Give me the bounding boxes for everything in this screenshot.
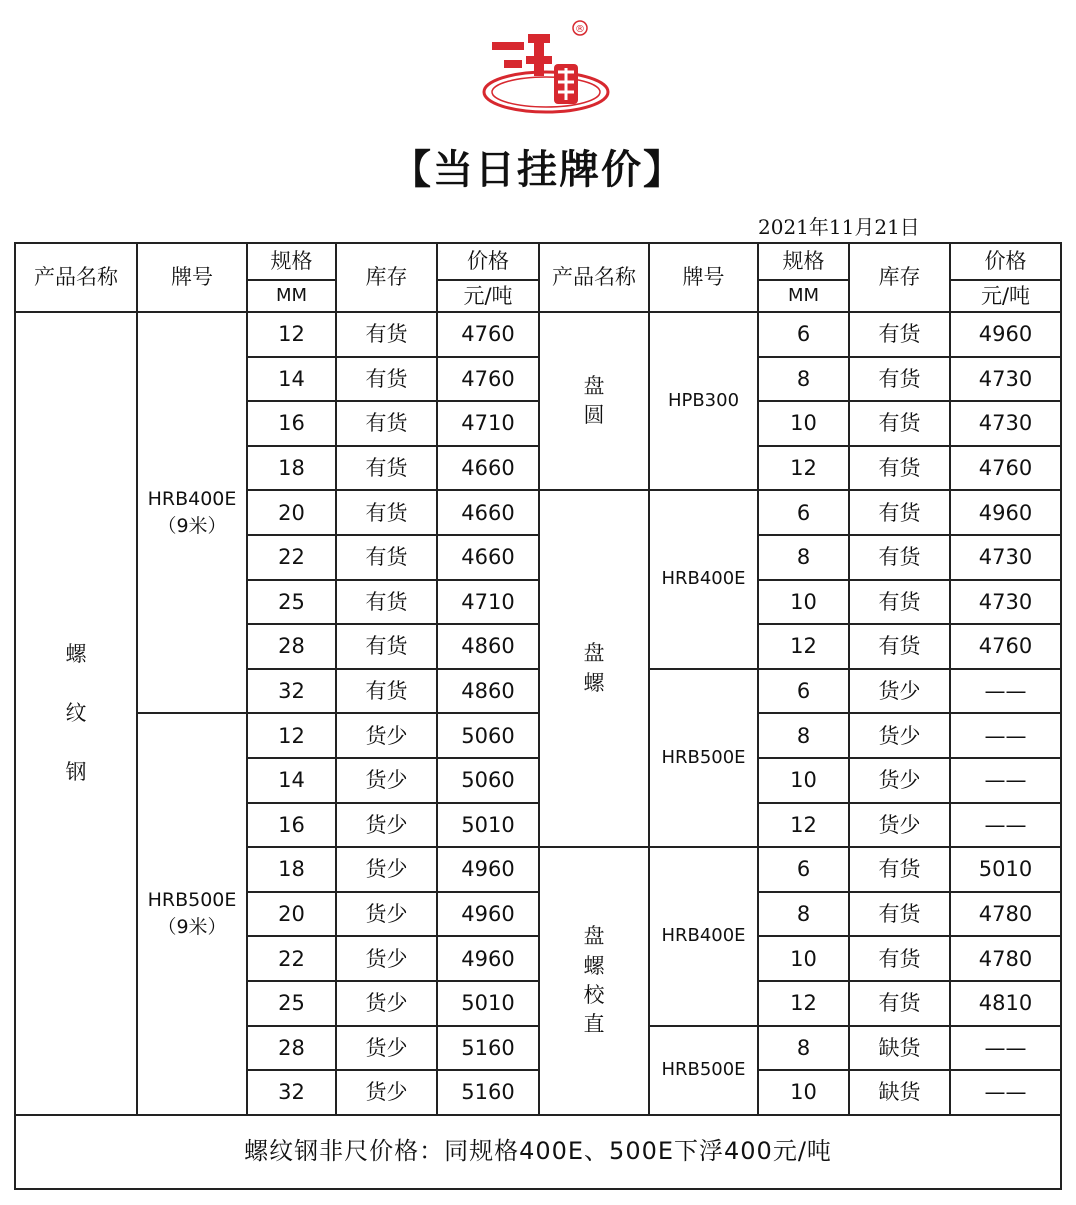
right-product-label: 盘螺 <box>583 641 605 695</box>
right-grade-cell: HRB400E <box>649 490 758 668</box>
right-stock: 有货 <box>849 892 950 937</box>
right-price: —— <box>950 713 1061 758</box>
right-stock: 有货 <box>849 580 950 625</box>
header-product-right: 产品名称 <box>539 243 649 312</box>
right-stock: 货少 <box>849 713 950 758</box>
right-price: 4780 <box>950 936 1061 981</box>
header-grade-right: 牌号 <box>649 243 758 312</box>
left-price: 4660 <box>437 490 539 535</box>
left-stock: 货少 <box>336 1070 437 1115</box>
left-spec: 22 <box>247 535 336 580</box>
table-row <box>15 312 1061 357</box>
right-stock: 货少 <box>849 803 950 848</box>
left-spec: 25 <box>247 981 336 1026</box>
left-stock: 有货 <box>336 401 437 446</box>
left-price: 5010 <box>437 803 539 848</box>
right-price: 4960 <box>950 490 1061 535</box>
header-price-unit-right: 元/吨 <box>950 280 1061 312</box>
brand-logo <box>478 12 618 118</box>
left-spec: 14 <box>247 758 336 803</box>
price-date: 2021年11月21日 <box>758 215 920 239</box>
right-price: 4730 <box>950 535 1061 580</box>
header-spec: 规格 <box>247 243 336 280</box>
left-price: 5060 <box>437 713 539 758</box>
right-price: 4760 <box>950 624 1061 669</box>
right-spec: 12 <box>758 624 849 669</box>
right-spec: 10 <box>758 401 849 446</box>
left-stock: 有货 <box>336 624 437 669</box>
right-grade-cell: HRB400E <box>649 847 758 1025</box>
left-price: 4960 <box>437 847 539 892</box>
right-price: —— <box>950 758 1061 803</box>
right-spec: 8 <box>758 357 849 402</box>
header-stock: 库存 <box>336 243 437 312</box>
left-grade-label: HRB400E （9米） <box>147 488 237 537</box>
header-grade: 牌号 <box>137 243 247 312</box>
left-spec: 22 <box>247 936 336 981</box>
right-product-label: 盘圆 <box>583 373 605 428</box>
right-spec: 8 <box>758 1026 849 1071</box>
footer-note: 螺纹钢非尺价格：同规格400E、500E下浮400元/吨 <box>15 1115 1061 1189</box>
left-price: 5060 <box>437 758 539 803</box>
right-stock: 缺货 <box>849 1070 950 1115</box>
left-price: 4710 <box>437 401 539 446</box>
right-price: 4730 <box>950 357 1061 402</box>
left-stock: 有货 <box>336 535 437 580</box>
header-price-unit: 元/吨 <box>437 280 539 312</box>
right-product-cell <box>539 847 649 1115</box>
right-stock: 有货 <box>849 446 950 491</box>
left-price: 4710 <box>437 580 539 625</box>
left-stock: 有货 <box>336 357 437 402</box>
left-stock: 货少 <box>336 892 437 937</box>
right-price: 4810 <box>950 981 1061 1026</box>
left-stock: 有货 <box>336 312 437 357</box>
right-spec: 12 <box>758 803 849 848</box>
left-stock: 有货 <box>336 669 437 714</box>
right-stock: 有货 <box>849 936 950 981</box>
right-stock: 有货 <box>849 624 950 669</box>
table-row <box>15 713 1061 758</box>
right-price: —— <box>950 1026 1061 1071</box>
right-stock: 货少 <box>849 758 950 803</box>
right-spec: 10 <box>758 936 849 981</box>
right-stock: 有货 <box>849 490 950 535</box>
left-price: 4660 <box>437 446 539 491</box>
right-stock: 有货 <box>849 401 950 446</box>
right-stock: 有货 <box>849 847 950 892</box>
left-spec: 16 <box>247 803 336 848</box>
right-grade-cell: HRB500E <box>649 669 758 847</box>
right-price: 5010 <box>950 847 1061 892</box>
right-stock: 有货 <box>849 312 950 357</box>
right-product-cell <box>539 490 649 847</box>
page-title: 【当日挂牌价】 <box>391 147 685 193</box>
right-spec: 6 <box>758 847 849 892</box>
left-stock: 有货 <box>336 490 437 535</box>
right-spec: 12 <box>758 446 849 491</box>
right-grade-cell: HPB300 <box>649 312 758 490</box>
right-spec: 8 <box>758 892 849 937</box>
left-spec: 32 <box>247 1070 336 1115</box>
right-spec: 10 <box>758 758 849 803</box>
left-price: 4960 <box>437 892 539 937</box>
left-spec: 32 <box>247 669 336 714</box>
left-grade-cell <box>137 713 247 1114</box>
right-spec: 8 <box>758 713 849 758</box>
left-price: 4760 <box>437 312 539 357</box>
left-price: 4660 <box>437 535 539 580</box>
left-stock: 货少 <box>336 1026 437 1071</box>
right-spec: 10 <box>758 580 849 625</box>
right-stock: 有货 <box>849 535 950 580</box>
header-price: 价格 <box>437 243 539 280</box>
right-product-cell <box>539 312 649 490</box>
left-price: 4860 <box>437 624 539 669</box>
left-spec: 28 <box>247 1026 336 1071</box>
brand-logo-graphic <box>478 12 618 118</box>
left-grade-label: HRB500E （9米） <box>147 889 237 939</box>
left-product-label: 螺纹钢 <box>65 642 87 784</box>
right-spec: 8 <box>758 535 849 580</box>
left-stock: 货少 <box>336 803 437 848</box>
header-spec-right: 规格 <box>758 243 849 280</box>
left-spec: 25 <box>247 580 336 625</box>
right-stock: 缺货 <box>849 1026 950 1071</box>
right-spec: 6 <box>758 312 849 357</box>
left-price: 4960 <box>437 936 539 981</box>
left-spec: 12 <box>247 713 336 758</box>
left-spec: 20 <box>247 892 336 937</box>
left-spec: 18 <box>247 847 336 892</box>
header-row <box>15 243 1061 280</box>
left-grade-cell <box>137 312 247 713</box>
right-price: —— <box>950 669 1061 714</box>
left-stock: 货少 <box>336 713 437 758</box>
right-grade-cell: HRB500E <box>649 1026 758 1115</box>
right-product-label: 盘螺校直 <box>583 924 605 1037</box>
right-price: 4760 <box>950 446 1061 491</box>
right-price: 4730 <box>950 401 1061 446</box>
left-stock: 有货 <box>336 446 437 491</box>
left-spec: 18 <box>247 446 336 491</box>
left-spec: 14 <box>247 357 336 402</box>
left-stock: 货少 <box>336 847 437 892</box>
header-product: 产品名称 <box>15 243 137 312</box>
header-spec-unit: MM <box>247 280 336 312</box>
right-stock: 货少 <box>849 669 950 714</box>
left-spec: 20 <box>247 490 336 535</box>
right-price: 4730 <box>950 580 1061 625</box>
right-stock: 有货 <box>849 981 950 1026</box>
right-price: 4960 <box>950 312 1061 357</box>
left-product-cell <box>15 312 137 1115</box>
left-price: 4860 <box>437 669 539 714</box>
right-spec: 12 <box>758 981 849 1026</box>
left-price: 4760 <box>437 357 539 402</box>
right-price: 4780 <box>950 892 1061 937</box>
right-price: —— <box>950 803 1061 848</box>
right-spec: 6 <box>758 490 849 535</box>
right-price: —— <box>950 1070 1061 1115</box>
left-price: 5160 <box>437 1070 539 1115</box>
left-stock: 有货 <box>336 580 437 625</box>
left-price: 5010 <box>437 981 539 1026</box>
left-price: 5160 <box>437 1026 539 1071</box>
registered-mark: ® <box>575 24 585 35</box>
header-stock-right: 库存 <box>849 243 950 312</box>
footer-row <box>15 1115 1061 1189</box>
left-spec: 16 <box>247 401 336 446</box>
left-stock: 货少 <box>336 981 437 1026</box>
left-spec: 28 <box>247 624 336 669</box>
price-table <box>14 242 1062 1190</box>
right-stock: 有货 <box>849 357 950 402</box>
left-stock: 货少 <box>336 936 437 981</box>
left-spec: 12 <box>247 312 336 357</box>
header-price-right: 价格 <box>950 243 1061 280</box>
left-stock: 货少 <box>336 758 437 803</box>
right-spec: 10 <box>758 1070 849 1115</box>
header-spec-unit-right: MM <box>758 280 849 312</box>
right-spec: 6 <box>758 669 849 714</box>
